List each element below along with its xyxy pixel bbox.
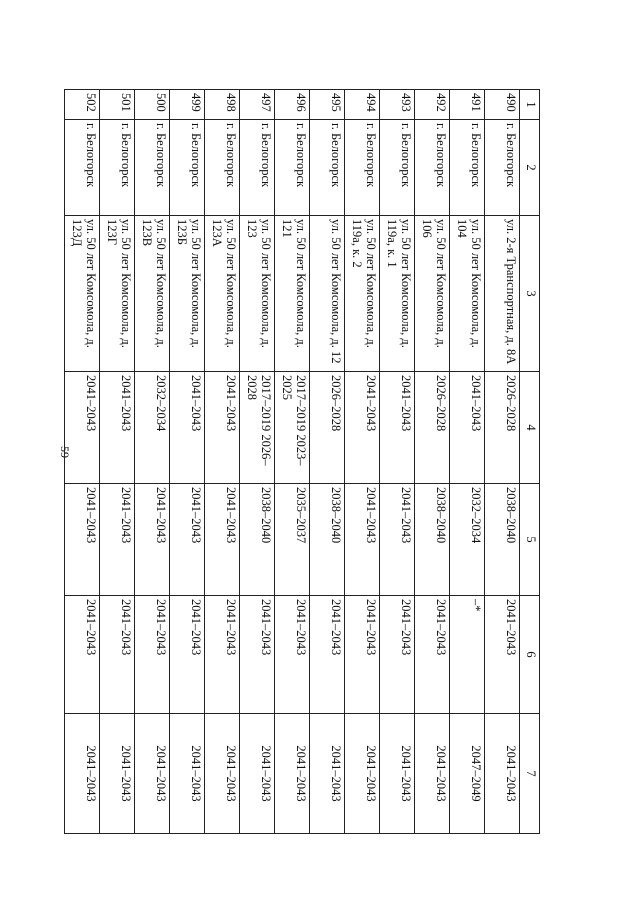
table-cell: 2041–2043 [485, 714, 520, 834]
table-row [205, 90, 240, 834]
header-row [520, 90, 540, 834]
table-cell: 2026–2028 [485, 372, 520, 484]
table-cell: 497 [240, 90, 275, 120]
table-cell: ул. 50 лет Комсомола, д. 119а, к. 2 [345, 216, 380, 372]
table-cell: 2017–2019 2023–2025 [275, 372, 310, 484]
table-cell: 2041–2043 [100, 596, 135, 714]
table-cell: 2041–2043 [100, 372, 135, 484]
table-cell: 2041–2043 [100, 484, 135, 596]
table-cell: ул. 50 лет Комсомола, д. 123Д [65, 216, 100, 372]
table-row [100, 90, 135, 834]
table-cell: 2032–2034 [450, 484, 485, 596]
table-cell: г. Белогорск [100, 120, 135, 216]
table-cell: 2041–2043 [275, 714, 310, 834]
table-cell: г. Белогорск [415, 120, 450, 216]
table-cell: г. Белогорск [485, 120, 520, 216]
table-row [450, 90, 485, 834]
table-cell: 2041–2043 [240, 714, 275, 834]
table-cell: г. Белогорск [240, 120, 275, 216]
table-cell: 2017–2019 2026–2028 [240, 372, 275, 484]
table-cell: 500 [135, 90, 170, 120]
table-cell: 2041–2043 [345, 484, 380, 596]
table-cell: 2026–2028 [310, 372, 345, 484]
table-cell: 498 [205, 90, 240, 120]
table-row [65, 90, 100, 834]
table-cell: 501 [100, 90, 135, 120]
page-number: 59 [58, 446, 72, 458]
column-header-4: 4 [520, 372, 540, 484]
table-cell: 502 [65, 90, 100, 120]
table-cell: 2041–2043 [275, 596, 310, 714]
table-cell: 2041–2043 [65, 714, 100, 834]
table-cell: ул. 50 лет Комсомола, д. 119а, к. 1 [380, 216, 415, 372]
table-cell: 2041–2043 [380, 714, 415, 834]
table-cell: г. Белогорск [450, 120, 485, 216]
column-header-6: 6 [520, 596, 540, 714]
table-cell: 2038–2040 [485, 484, 520, 596]
table-cell: 2041–2043 [170, 714, 205, 834]
table-cell: г. Белогорск [135, 120, 170, 216]
table-cell: г. Белогорск [310, 120, 345, 216]
table-cell: 2041–2043 [205, 372, 240, 484]
table-row [345, 90, 380, 834]
table-cell: 2041–2043 [345, 714, 380, 834]
table-cell: 2041–2043 [65, 596, 100, 714]
table-cell: 2041–2043 [345, 596, 380, 714]
table-row [240, 90, 275, 834]
table-cell: ул. 50 лет Комсомола, д. 123Г [100, 216, 135, 372]
table-cell: 2041–2043 [205, 484, 240, 596]
table-cell: 491 [450, 90, 485, 120]
table-row [310, 90, 345, 834]
table-cell: 2035–2037 [275, 484, 310, 596]
table-cell: г. Белогорск [65, 120, 100, 216]
table-cell: 2038–2040 [240, 484, 275, 596]
table-cell: 493 [380, 90, 415, 120]
table-cell: 2041–2043 [135, 714, 170, 834]
table-cell: 490 [485, 90, 520, 120]
table-cell: ул. 50 лет Комсомола, д. 123А [205, 216, 240, 372]
table-row [485, 90, 520, 834]
table-cell: г. Белогорск [205, 120, 240, 216]
table-cell: ул. 50 лет Комсомола, д. 121 [275, 216, 310, 372]
table-row [380, 90, 415, 834]
column-header-1: 1 [520, 90, 540, 120]
table-cell: г. Белогорск [275, 120, 310, 216]
column-header-2: 2 [520, 120, 540, 216]
table-cell: 2032–2034 [135, 372, 170, 484]
table-cell: ул. 50 лет Комсомола, д. 12 [310, 216, 345, 372]
table-row [415, 90, 450, 834]
table-cell: ул. 2-я Транспортная, д. 8А [485, 216, 520, 372]
table-cell: 2041–2043 [65, 372, 100, 484]
table-cell: 2038–2040 [310, 484, 345, 596]
table-cell: 2041–2043 [450, 372, 485, 484]
table-cell: 2047–2049 [450, 714, 485, 834]
table-cell: 2041–2043 [240, 596, 275, 714]
table-cell: 2041–2043 [170, 484, 205, 596]
table-cell: ул. 50 лет Комсомола, д. 106 [415, 216, 450, 372]
table-cell: 2026–2028 [415, 372, 450, 484]
table-cell: г. Белогорск [170, 120, 205, 216]
table-cell: 2041–2043 [415, 714, 450, 834]
table-cell: ул. 50 лет Комсомола, д. 104 [450, 216, 485, 372]
table-cell: 2041–2043 [380, 484, 415, 596]
table-cell: 2038–2040 [415, 484, 450, 596]
table-cell: 2041–2043 [135, 484, 170, 596]
table-container [70, 89, 540, 833]
table-cell: 2041–2043 [65, 484, 100, 596]
table-cell: 496 [275, 90, 310, 120]
table-cell: ул. 50 лет Комсомола, д. 123Б [170, 216, 205, 372]
table-cell: 2041–2043 [135, 596, 170, 714]
table-cell: 2041–2043 [485, 596, 520, 714]
table-cell: г. Белогорск [380, 120, 415, 216]
table-cell: 2041–2043 [170, 596, 205, 714]
table-cell: г. Белогорск [345, 120, 380, 216]
column-header-5: 5 [520, 484, 540, 596]
table-cell: 492 [415, 90, 450, 120]
table-row [135, 90, 170, 834]
column-header-3: 3 [520, 216, 540, 372]
table-cell: 494 [345, 90, 380, 120]
table-body [65, 90, 540, 834]
table-cell: 499 [170, 90, 205, 120]
table-row [275, 90, 310, 834]
schedule-table [64, 89, 540, 834]
table-cell: 2041–2043 [205, 596, 240, 714]
table-cell: 2041–2043 [415, 596, 450, 714]
table-cell: 2041–2043 [170, 372, 205, 484]
table-cell: 2041–2043 [310, 714, 345, 834]
table-row [170, 90, 205, 834]
table-cell: 2041–2043 [100, 714, 135, 834]
column-header-7: 7 [520, 714, 540, 834]
table-cell: 2041–2043 [205, 714, 240, 834]
rotated-table-frame [70, 89, 540, 833]
table-cell: 2041–2043 [380, 372, 415, 484]
table-cell: ул. 50 лет Комсомола, д. 123В [135, 216, 170, 372]
table-cell: 2041–2043 [345, 372, 380, 484]
table-cell: 2041–2043 [310, 596, 345, 714]
table-cell: –* [450, 596, 485, 714]
table-cell: 2041–2043 [380, 596, 415, 714]
table-cell: 495 [310, 90, 345, 120]
table-cell: ул. 50 лет Комсомола, д. 123 [240, 216, 275, 372]
